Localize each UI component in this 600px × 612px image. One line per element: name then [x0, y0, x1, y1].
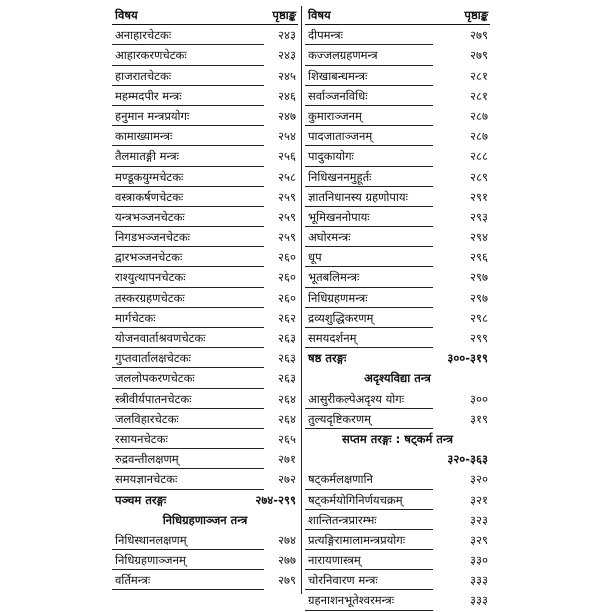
list-item-page: २५९ — [278, 230, 296, 245]
row-rule — [112, 226, 264, 227]
list-item-title: समयज्ञानचेटकः — [115, 472, 178, 487]
row-rule — [305, 549, 433, 550]
list-item-page: २६३ — [278, 331, 296, 345]
list-item-page: २९८ — [470, 310, 488, 325]
list-item-title: प्रत्यङ्गिरामालामन्त्रप्रयोगः — [308, 532, 406, 547]
row-rule — [305, 125, 433, 126]
row-rule — [112, 468, 264, 469]
list-item — [305, 329, 490, 349]
list-item-title: रुद्रवन्तीलक्षणम् — [115, 452, 179, 467]
list-item — [305, 470, 490, 490]
list-item-title: अघोरमन्त्रः — [308, 230, 351, 245]
row-rule — [112, 145, 264, 146]
left-column — [112, 6, 298, 591]
list-item-page: २७७ — [278, 553, 296, 568]
column-header-title: विषय — [308, 8, 331, 22]
row-rule — [112, 24, 298, 25]
row-rule — [305, 327, 433, 328]
subsection-title: अदृश्यविद्या तन्त्र — [364, 371, 431, 386]
list-item-title: समयदर्शनम् — [308, 331, 357, 345]
list-item-page: २६५ — [278, 431, 296, 446]
list-item-page: ३२९ — [470, 532, 488, 547]
list-item-title: महम्मदपीर मन्त्रः — [115, 88, 182, 103]
list-item-page: २९६ — [470, 250, 488, 265]
row-rule — [112, 367, 264, 368]
list-item — [305, 410, 490, 430]
list-item-title: जललोपकरणचेटकः — [115, 371, 195, 386]
list-item-page: ३३३ — [470, 573, 488, 588]
row-rule — [112, 549, 264, 550]
row-rule — [112, 287, 264, 288]
row-rule — [305, 509, 433, 510]
list-item — [112, 531, 298, 551]
list-item-title: हनुमान मन्त्रप्रयोगः — [115, 108, 190, 123]
row-rule — [112, 65, 264, 66]
list-item-title: चोरनिवारण मन्त्रः — [308, 573, 378, 588]
list-item-title: कुमाराञ्जनम् — [308, 108, 362, 123]
row-rule — [305, 428, 433, 429]
list-item — [305, 531, 490, 551]
row-rule — [112, 327, 264, 328]
list-item-title: धूप — [308, 250, 322, 265]
section-range: ३२०-३६३ — [447, 452, 488, 467]
row-rule — [112, 105, 264, 106]
list-item — [112, 127, 298, 147]
list-item-title: निधिग्रहणाञ्जनम् — [115, 553, 186, 568]
list-item — [305, 289, 490, 309]
column-header-title: विषय — [115, 8, 138, 22]
list-item — [112, 208, 298, 228]
row-rule — [305, 529, 433, 530]
list-item-page: २९७ — [470, 290, 488, 305]
list-item-page: २८९ — [470, 169, 488, 184]
list-item-title: षट्कर्मलक्षणानि — [308, 472, 373, 487]
list-item-page: २६४ — [278, 391, 296, 406]
list-item-page: २६३ — [278, 351, 296, 366]
list-item-page: ३०० — [470, 391, 488, 406]
list-item — [112, 268, 298, 288]
row-rule — [112, 408, 264, 409]
list-item-title: पादुकायोगः — [308, 149, 354, 164]
list-item-title: द्रव्यशुद्धिकरणम् — [308, 310, 374, 325]
list-item-title: वर्तिमन्त्रः — [115, 573, 151, 588]
section-heading — [305, 349, 490, 369]
list-item-title: पादजाताञ्जनम् — [308, 129, 373, 144]
list-item-title: ज्ञातनिधानस्य ग्रहणोपायः — [308, 189, 408, 204]
list-item-title: निधिस्थानलक्षणम् — [115, 532, 187, 547]
column-header — [305, 6, 490, 26]
row-rule — [305, 610, 433, 611]
list-item-page: २६२ — [278, 310, 296, 325]
list-item-title: नारायणास्त्रम् — [308, 553, 361, 568]
list-item — [112, 228, 298, 248]
list-item-title: कज्जलग्रहणमन्त्र — [308, 48, 378, 63]
row-rule — [112, 448, 264, 449]
list-item-page: २४३ — [278, 48, 296, 63]
row-rule — [112, 266, 264, 267]
row-rule — [305, 347, 433, 348]
list-item-page: २८८ — [470, 149, 488, 164]
list-item — [112, 450, 298, 470]
list-item — [112, 571, 298, 591]
row-rule — [305, 246, 433, 247]
list-item — [112, 188, 298, 208]
list-item-title: शान्तितन्त्रप्रारम्भः — [308, 512, 377, 527]
list-item — [305, 107, 490, 127]
list-item — [305, 208, 490, 228]
section-heading-page: ३००-३१९ — [447, 351, 488, 366]
row-rule — [112, 489, 264, 490]
list-item — [112, 390, 298, 410]
list-item — [305, 491, 490, 511]
row-rule — [112, 569, 264, 570]
list-item-title: आहारकरणचेटकः — [115, 48, 187, 63]
list-item-page: २९३ — [470, 209, 488, 224]
row-rule — [112, 125, 264, 126]
list-item-page: २७१ — [278, 452, 296, 467]
list-item-page: २९१ — [470, 189, 488, 204]
list-item-title: अनाहारचेटकः — [115, 28, 172, 43]
list-item — [112, 470, 298, 490]
row-rule — [305, 186, 433, 187]
list-item-title: निधिग्रहणमन्त्रः — [308, 290, 368, 305]
list-item — [112, 107, 298, 127]
list-item-title: आसुरीकल्पेअदृश्य योगः — [308, 391, 405, 406]
list-item — [305, 228, 490, 248]
row-rule — [305, 145, 433, 146]
list-item-title: शिखाबन्धमन्त्रः — [308, 68, 368, 83]
section-heading-title: षष्ठ तरङ्गः — [308, 351, 347, 366]
list-item — [112, 430, 298, 450]
list-item-page: २४३ — [278, 28, 296, 43]
list-item-title: स्त्रीवीर्यपातनचेटकः — [115, 391, 192, 406]
list-item — [112, 289, 298, 309]
list-item-page: २६० — [278, 290, 296, 305]
row-rule — [305, 489, 433, 490]
row-rule — [112, 246, 264, 247]
row-rule — [112, 206, 264, 207]
list-item-page: २५६ — [278, 149, 296, 164]
list-item — [112, 410, 298, 430]
list-item-page: ३३० — [470, 553, 488, 568]
list-item — [112, 147, 298, 167]
list-item — [112, 369, 298, 389]
list-item — [112, 329, 298, 349]
list-item-title: निधिखननमुहूर्तः — [308, 169, 372, 184]
list-item — [305, 248, 490, 268]
row-rule — [305, 65, 433, 66]
list-item-page: २५४ — [278, 129, 296, 144]
row-rule — [112, 347, 264, 348]
list-item-page: २७९ — [470, 48, 488, 63]
list-item-page: २८७ — [470, 129, 488, 144]
list-item-title: तुल्यदृष्टिकरणम् — [308, 411, 372, 426]
list-item — [305, 67, 490, 87]
row-rule — [112, 428, 264, 429]
list-item — [305, 188, 490, 208]
list-item — [112, 67, 298, 87]
list-item-title: ग्रहनाशनभूतेश्वरमन्त्रः — [308, 593, 395, 608]
list-item-title: योजनवार्ताश्रवणचेटकः — [115, 331, 206, 345]
list-item — [305, 168, 490, 188]
list-item — [305, 511, 490, 531]
list-item-page: २७२ — [278, 472, 296, 487]
subsection-title: निधिग्रहणाञ्जन तन्त्र — [162, 512, 248, 527]
list-item-page: २६४ — [278, 411, 296, 426]
list-item-page: ३३३ — [470, 593, 488, 608]
list-item-title: हाजरातचेटकः — [115, 68, 172, 83]
row-rule — [305, 226, 433, 227]
list-item-page: २५९ — [278, 189, 296, 204]
list-item-page: २५९ — [278, 209, 296, 224]
row-rule — [305, 44, 433, 45]
column-header-page: पृष्ठाङ्क — [272, 8, 296, 22]
list-item — [112, 309, 298, 329]
list-item — [305, 127, 490, 147]
list-item-page: २८१ — [470, 88, 488, 103]
list-item-title: तैलमातङ्गी मन्त्रः — [115, 149, 179, 164]
list-item — [305, 309, 490, 329]
row-rule — [305, 85, 433, 86]
list-item — [305, 551, 490, 571]
list-item — [305, 268, 490, 288]
list-item-title: गुप्तवार्तालक्षचेटकः — [115, 351, 191, 366]
list-item-page: २७९ — [278, 573, 296, 588]
row-rule — [305, 569, 433, 570]
list-item-page: २६० — [278, 250, 296, 265]
list-item — [305, 571, 490, 591]
list-item-title: मार्गचेटकः — [115, 310, 156, 325]
list-item — [305, 26, 490, 46]
row-rule — [112, 589, 264, 590]
list-item — [112, 248, 298, 268]
row-rule — [305, 166, 433, 167]
list-item-title: द्वारभञ्जनचेटकः — [115, 250, 183, 265]
row-rule — [305, 287, 433, 288]
list-item-page: २४५ — [278, 68, 296, 83]
row-rule — [112, 186, 264, 187]
row-rule — [305, 105, 433, 106]
list-item-page: २८७ — [470, 108, 488, 123]
row-rule — [305, 589, 433, 590]
list-item — [112, 168, 298, 188]
list-item-page: २९९ — [470, 331, 488, 345]
list-item-page: ३२३ — [470, 512, 488, 527]
list-item — [305, 147, 490, 167]
row-rule — [305, 266, 433, 267]
column-header-page: पृष्ठाङ्क — [464, 8, 488, 22]
list-item-title: तस्करग्रहणचेटकः — [115, 290, 185, 305]
list-item — [112, 551, 298, 571]
list-item-title: रसायनचेटकः — [115, 431, 168, 446]
section-heading — [112, 491, 298, 511]
list-item — [305, 591, 490, 611]
column-divider — [301, 6, 302, 594]
list-item-title: जलविहारचेटकः — [115, 411, 179, 426]
list-item — [112, 349, 298, 369]
column-header — [112, 6, 298, 26]
list-item-page: २६३ — [278, 371, 296, 386]
section-heading-page: २७४-२९९ — [255, 492, 296, 507]
right-column — [305, 6, 490, 612]
list-item-title: यन्त्रभञ्जनचेटकः — [115, 209, 185, 224]
row-rule — [112, 85, 264, 86]
list-item — [112, 87, 298, 107]
section-heading: सप्तम तरङ्गः : षट्कर्म तन्त्र — [341, 431, 453, 446]
list-item-page: २६० — [278, 270, 296, 285]
row-rule — [112, 44, 264, 45]
list-item-page: ३१९ — [470, 411, 488, 426]
row-rule — [305, 408, 433, 409]
list-item — [305, 87, 490, 107]
list-item — [305, 46, 490, 66]
list-item-title: सर्वाञ्जनविधिः — [308, 88, 368, 103]
list-item-title: राश्युत्थापनचेटकः — [115, 270, 186, 285]
row-rule — [112, 166, 264, 167]
list-item-page: २४६ — [278, 88, 296, 103]
row-rule — [305, 24, 490, 25]
list-item-title: कामाख्यामन्त्रः — [115, 129, 173, 144]
list-item-title: मण्डूकयुग्मचेटकः — [115, 169, 184, 184]
section-heading-title: पञ्चम तरङ्गः — [115, 492, 167, 507]
list-item-page: २९४ — [470, 230, 488, 245]
list-item — [305, 390, 490, 410]
list-item-page: २९७ — [470, 270, 488, 285]
list-item-page: २४७ — [278, 108, 296, 123]
list-item-title: षट्कर्मयोगिनिर्णयचक्रम् — [308, 492, 403, 507]
list-item-page: २५८ — [278, 169, 296, 184]
row-rule — [305, 206, 433, 207]
row-rule — [112, 307, 264, 308]
list-item-page: २८१ — [470, 68, 488, 83]
list-item — [112, 46, 298, 66]
list-item-title: वस्त्राकर्षणचेटकः — [115, 189, 184, 204]
list-item-page: ३२१ — [470, 492, 488, 507]
list-item-page: २७४ — [278, 532, 296, 547]
list-item-page: ३२० — [470, 472, 488, 487]
list-item-page: २७९ — [470, 28, 488, 43]
row-rule — [305, 307, 433, 308]
list-item-title: भूमिखननोपायः — [308, 209, 370, 224]
list-item — [112, 26, 298, 46]
list-item-title: निगडभञ्जनचेटकः — [115, 230, 190, 245]
list-item-title: दीपमन्त्रः — [308, 28, 343, 43]
row-rule — [112, 388, 264, 389]
list-item-title: भूतबलिमन्त्रः — [308, 270, 360, 285]
